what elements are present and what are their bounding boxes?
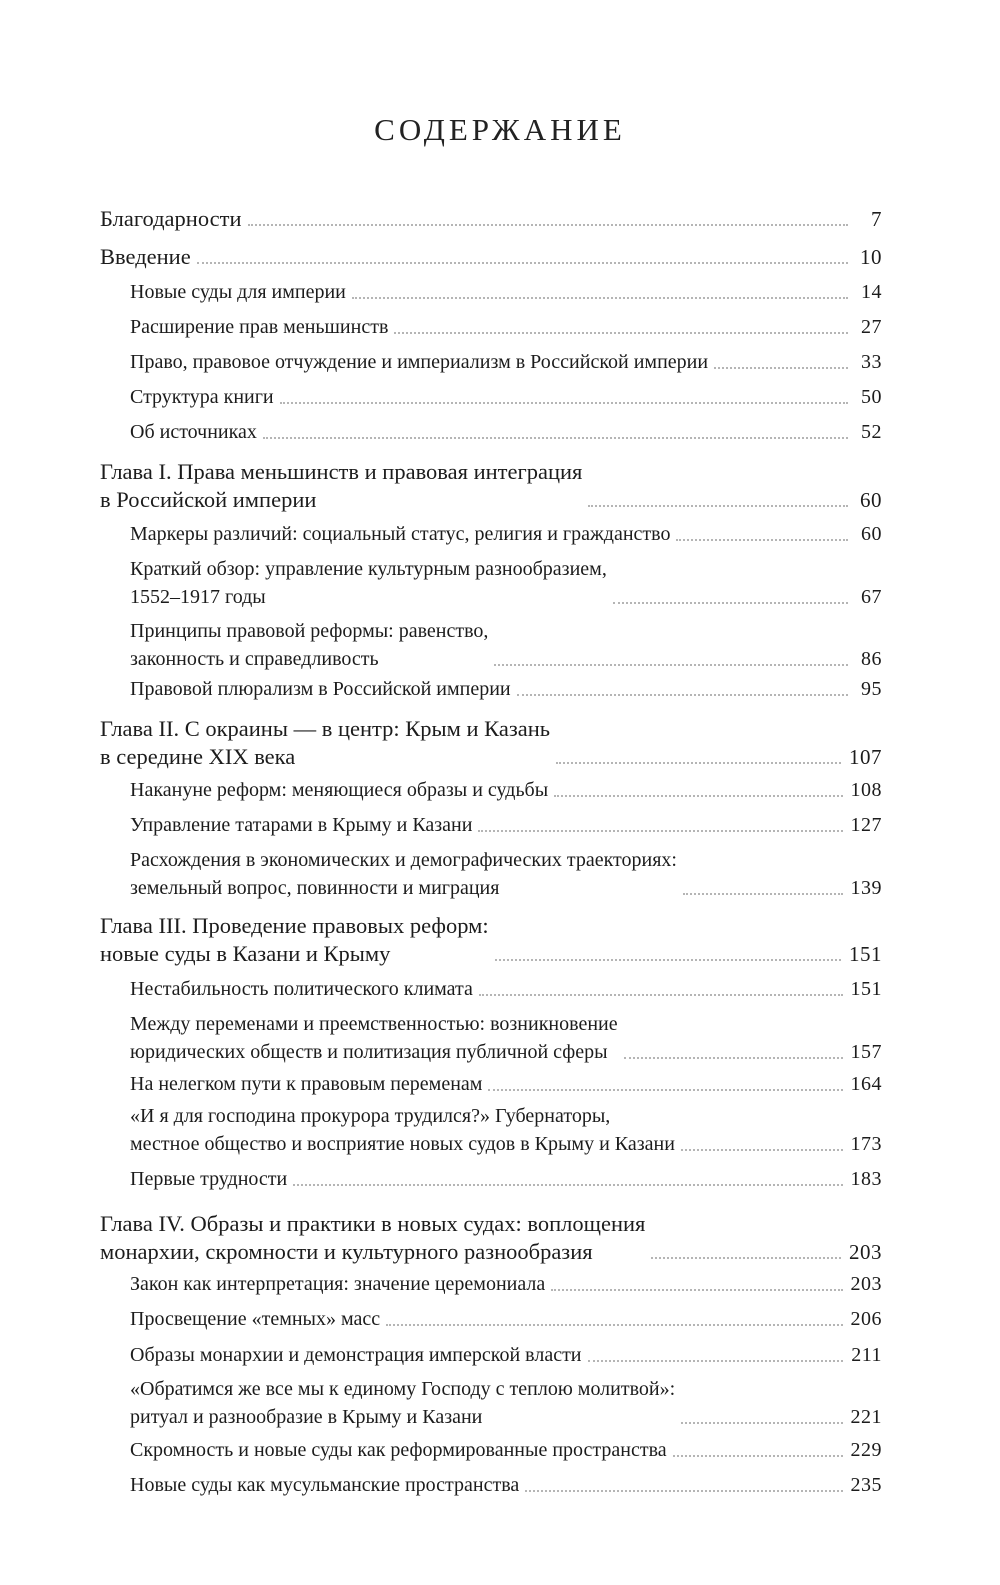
toc-entry-title: Просвещение «темных» масс — [130, 1308, 381, 1330]
toc-page-number: 183 — [850, 1168, 882, 1190]
page-title: СОДЕРЖАНИЕ — [374, 112, 626, 147]
dot-leader — [293, 1184, 842, 1186]
toc-entry-title: Первые трудности — [130, 1168, 288, 1190]
toc-subentry[interactable] — [130, 975, 882, 1003]
toc-entry-title: Образы монархии и демонстрация имперской власти — [130, 1344, 582, 1366]
toc-entry-title: Благодарности — [100, 206, 242, 231]
toc-page-number: 7 — [871, 207, 882, 231]
toc-page-number: 107 — [849, 745, 882, 769]
toc-entry-title: Расхождения в экономических и демографических траекториях: земельный вопрос, повинности и миграция — [130, 849, 677, 899]
dot-leader — [551, 1289, 842, 1291]
toc-entry-chapter-2[interactable] — [100, 715, 882, 771]
dot-leader — [488, 1089, 842, 1091]
dot-leader — [248, 224, 848, 226]
dot-leader — [525, 1490, 842, 1492]
toc-page-number: 10 — [860, 245, 882, 269]
dot-leader — [554, 795, 842, 797]
dot-leader — [714, 367, 848, 369]
toc-entry-title: Расширение прав меньшинств — [130, 316, 389, 338]
dot-leader — [478, 830, 842, 832]
toc-subentry[interactable] — [130, 418, 882, 446]
toc-subentry[interactable] — [130, 1375, 882, 1431]
toc-subentry[interactable] — [130, 1165, 882, 1193]
toc-page-number: 203 — [849, 1240, 882, 1264]
toc-entry-chapter-4[interactable] — [100, 1210, 882, 1266]
dot-leader — [386, 1324, 842, 1326]
toc-entry-title: Глава IV. Образы и практики в новых судах: воплощения монархии, скромности и культурного разнообразия — [100, 1211, 646, 1264]
toc-subentry[interactable] — [130, 1471, 882, 1499]
toc-entry-title: Краткий обзор: управление культурным разнообразием, 1552–1917 годы — [130, 558, 607, 608]
toc-page-number: 27 — [861, 316, 882, 338]
toc-page-number: 151 — [849, 942, 882, 966]
dot-leader — [683, 893, 843, 895]
toc-page-number: 203 — [850, 1273, 882, 1295]
toc-page-number: 157 — [850, 1041, 882, 1063]
toc-page-number: 14 — [861, 281, 882, 303]
toc-entry-title: Накануне реформ: меняющиеся образы и судьбы — [130, 779, 549, 801]
toc-entry-title: Нестабильность политического климата — [130, 978, 473, 1000]
toc-entry-title: Маркеры различий: социальный статус, религия и гражданство — [130, 523, 671, 545]
dot-leader — [263, 437, 848, 439]
dot-leader — [280, 402, 848, 404]
toc-page-number: 127 — [850, 814, 882, 836]
toc-page-number: 108 — [850, 779, 882, 801]
toc-subentry[interactable] — [130, 555, 882, 611]
toc-entry-title: Новые суды для империи — [130, 281, 346, 303]
toc-page-number: 229 — [850, 1439, 882, 1461]
toc-entry-title: «И я для господина прокурора трудился?» Губернаторы, местное общество и восприятие новых судов в Крыму и Казани — [130, 1105, 675, 1155]
toc-subentry[interactable] — [130, 1436, 882, 1464]
dot-leader — [624, 1057, 843, 1059]
dot-leader — [673, 1455, 843, 1457]
toc-page-number: 139 — [850, 877, 882, 899]
toc-entry-title: «Обратимся же все мы к единому Господу с теплою молитвой»: ритуал и разнообразие в Крыму и Казани — [130, 1378, 676, 1428]
toc-subentry[interactable] — [130, 1102, 882, 1158]
toc-subentry[interactable] — [130, 1305, 882, 1333]
toc-page-number: 206 — [850, 1308, 882, 1330]
toc-entry-title: Закон как интерпретация: значение церемониала — [130, 1273, 546, 1295]
dot-leader — [352, 297, 848, 299]
toc-entry-title: Введение — [100, 244, 191, 269]
toc-page-number: 52 — [861, 421, 882, 443]
toc-subentry[interactable] — [130, 1341, 882, 1369]
toc-entry-title: Об источниках — [130, 421, 257, 443]
toc-page-number: 60 — [861, 523, 882, 545]
toc-entry-chapter-3[interactable] — [100, 912, 882, 968]
toc-entry-title: Новые суды как мусульманские пространства — [130, 1474, 520, 1496]
toc-subentry[interactable] — [130, 675, 882, 703]
toc-page-number: 164 — [850, 1073, 882, 1095]
toc-page-number: 221 — [850, 1406, 882, 1428]
toc-page-number: 50 — [861, 386, 882, 408]
toc-subentry[interactable] — [130, 278, 882, 306]
toc-entry-title: Принципы правовой реформы: равенство, законность и справедливость — [130, 620, 489, 670]
toc-subentry[interactable] — [130, 1010, 882, 1066]
dot-leader — [588, 505, 848, 507]
toc-subentry[interactable] — [130, 776, 882, 804]
dot-leader — [681, 1422, 842, 1424]
toc-entry-title: Управление татарами в Крыму и Казани — [130, 814, 473, 836]
toc-subentry[interactable] — [130, 520, 882, 548]
toc-entry-title: Право, правовое отчуждение и империализм в Российской империи — [130, 351, 709, 373]
toc-page-number: 95 — [861, 678, 882, 700]
toc-entry-title: Скромность и новые суды как реформированные пространства — [130, 1439, 667, 1461]
toc-subentry[interactable] — [130, 1270, 882, 1298]
toc-subentry[interactable] — [130, 846, 882, 902]
dot-leader — [613, 602, 848, 604]
toc-entry-title: Правовой плюрализм в Российской империи — [130, 678, 511, 700]
dot-leader — [494, 664, 848, 666]
toc-page-number: 33 — [861, 351, 882, 373]
dot-leader — [394, 332, 848, 334]
dot-leader — [517, 694, 848, 696]
toc-page-number: 67 — [861, 586, 882, 608]
toc-page-number: 235 — [850, 1474, 882, 1496]
toc-entry-title: Структура книги — [130, 386, 274, 408]
toc-subentry[interactable] — [130, 313, 882, 341]
toc-entry-introduction[interactable] — [100, 243, 882, 271]
dot-leader — [676, 539, 848, 541]
toc-entry-title: На нелегком пути к правовым переменам — [130, 1073, 483, 1095]
toc-entry-title: Глава III. Проведение правовых реформ: новые суды в Казани и Крыму — [100, 913, 489, 966]
toc-subentry[interactable] — [130, 811, 882, 839]
toc-entry-title: Глава I. Права меньшинств и правовая интеграция в Российской империи — [100, 459, 583, 512]
dot-leader — [588, 1360, 844, 1362]
toc-entry-chapter-1[interactable] — [100, 458, 882, 514]
toc-page-number: 173 — [850, 1133, 882, 1155]
dot-leader — [681, 1149, 843, 1151]
toc-subentry[interactable] — [130, 617, 882, 673]
toc-entry-acknowledgements[interactable] — [100, 205, 882, 233]
dot-leader — [556, 762, 841, 764]
toc-page-number: 86 — [861, 648, 882, 670]
dot-leader — [479, 994, 843, 996]
toc-page-number: 60 — [860, 488, 882, 512]
toc-page-number: 151 — [850, 978, 882, 1000]
toc-subentry[interactable] — [130, 383, 882, 411]
toc-page-number: 211 — [851, 1344, 882, 1366]
toc-entry-title: Между переменами и преемственностью: возникновение юридических обществ и политизация публичной сферы — [130, 1013, 618, 1063]
dot-leader — [651, 1257, 841, 1259]
toc-subentry[interactable] — [130, 1070, 882, 1098]
dot-leader — [197, 262, 848, 264]
toc-entry-title: Глава II. С окраины — в центр: Крым и Казань в середине XIX века — [100, 716, 551, 769]
toc-subentry[interactable] — [130, 348, 882, 376]
dot-leader — [495, 959, 841, 961]
